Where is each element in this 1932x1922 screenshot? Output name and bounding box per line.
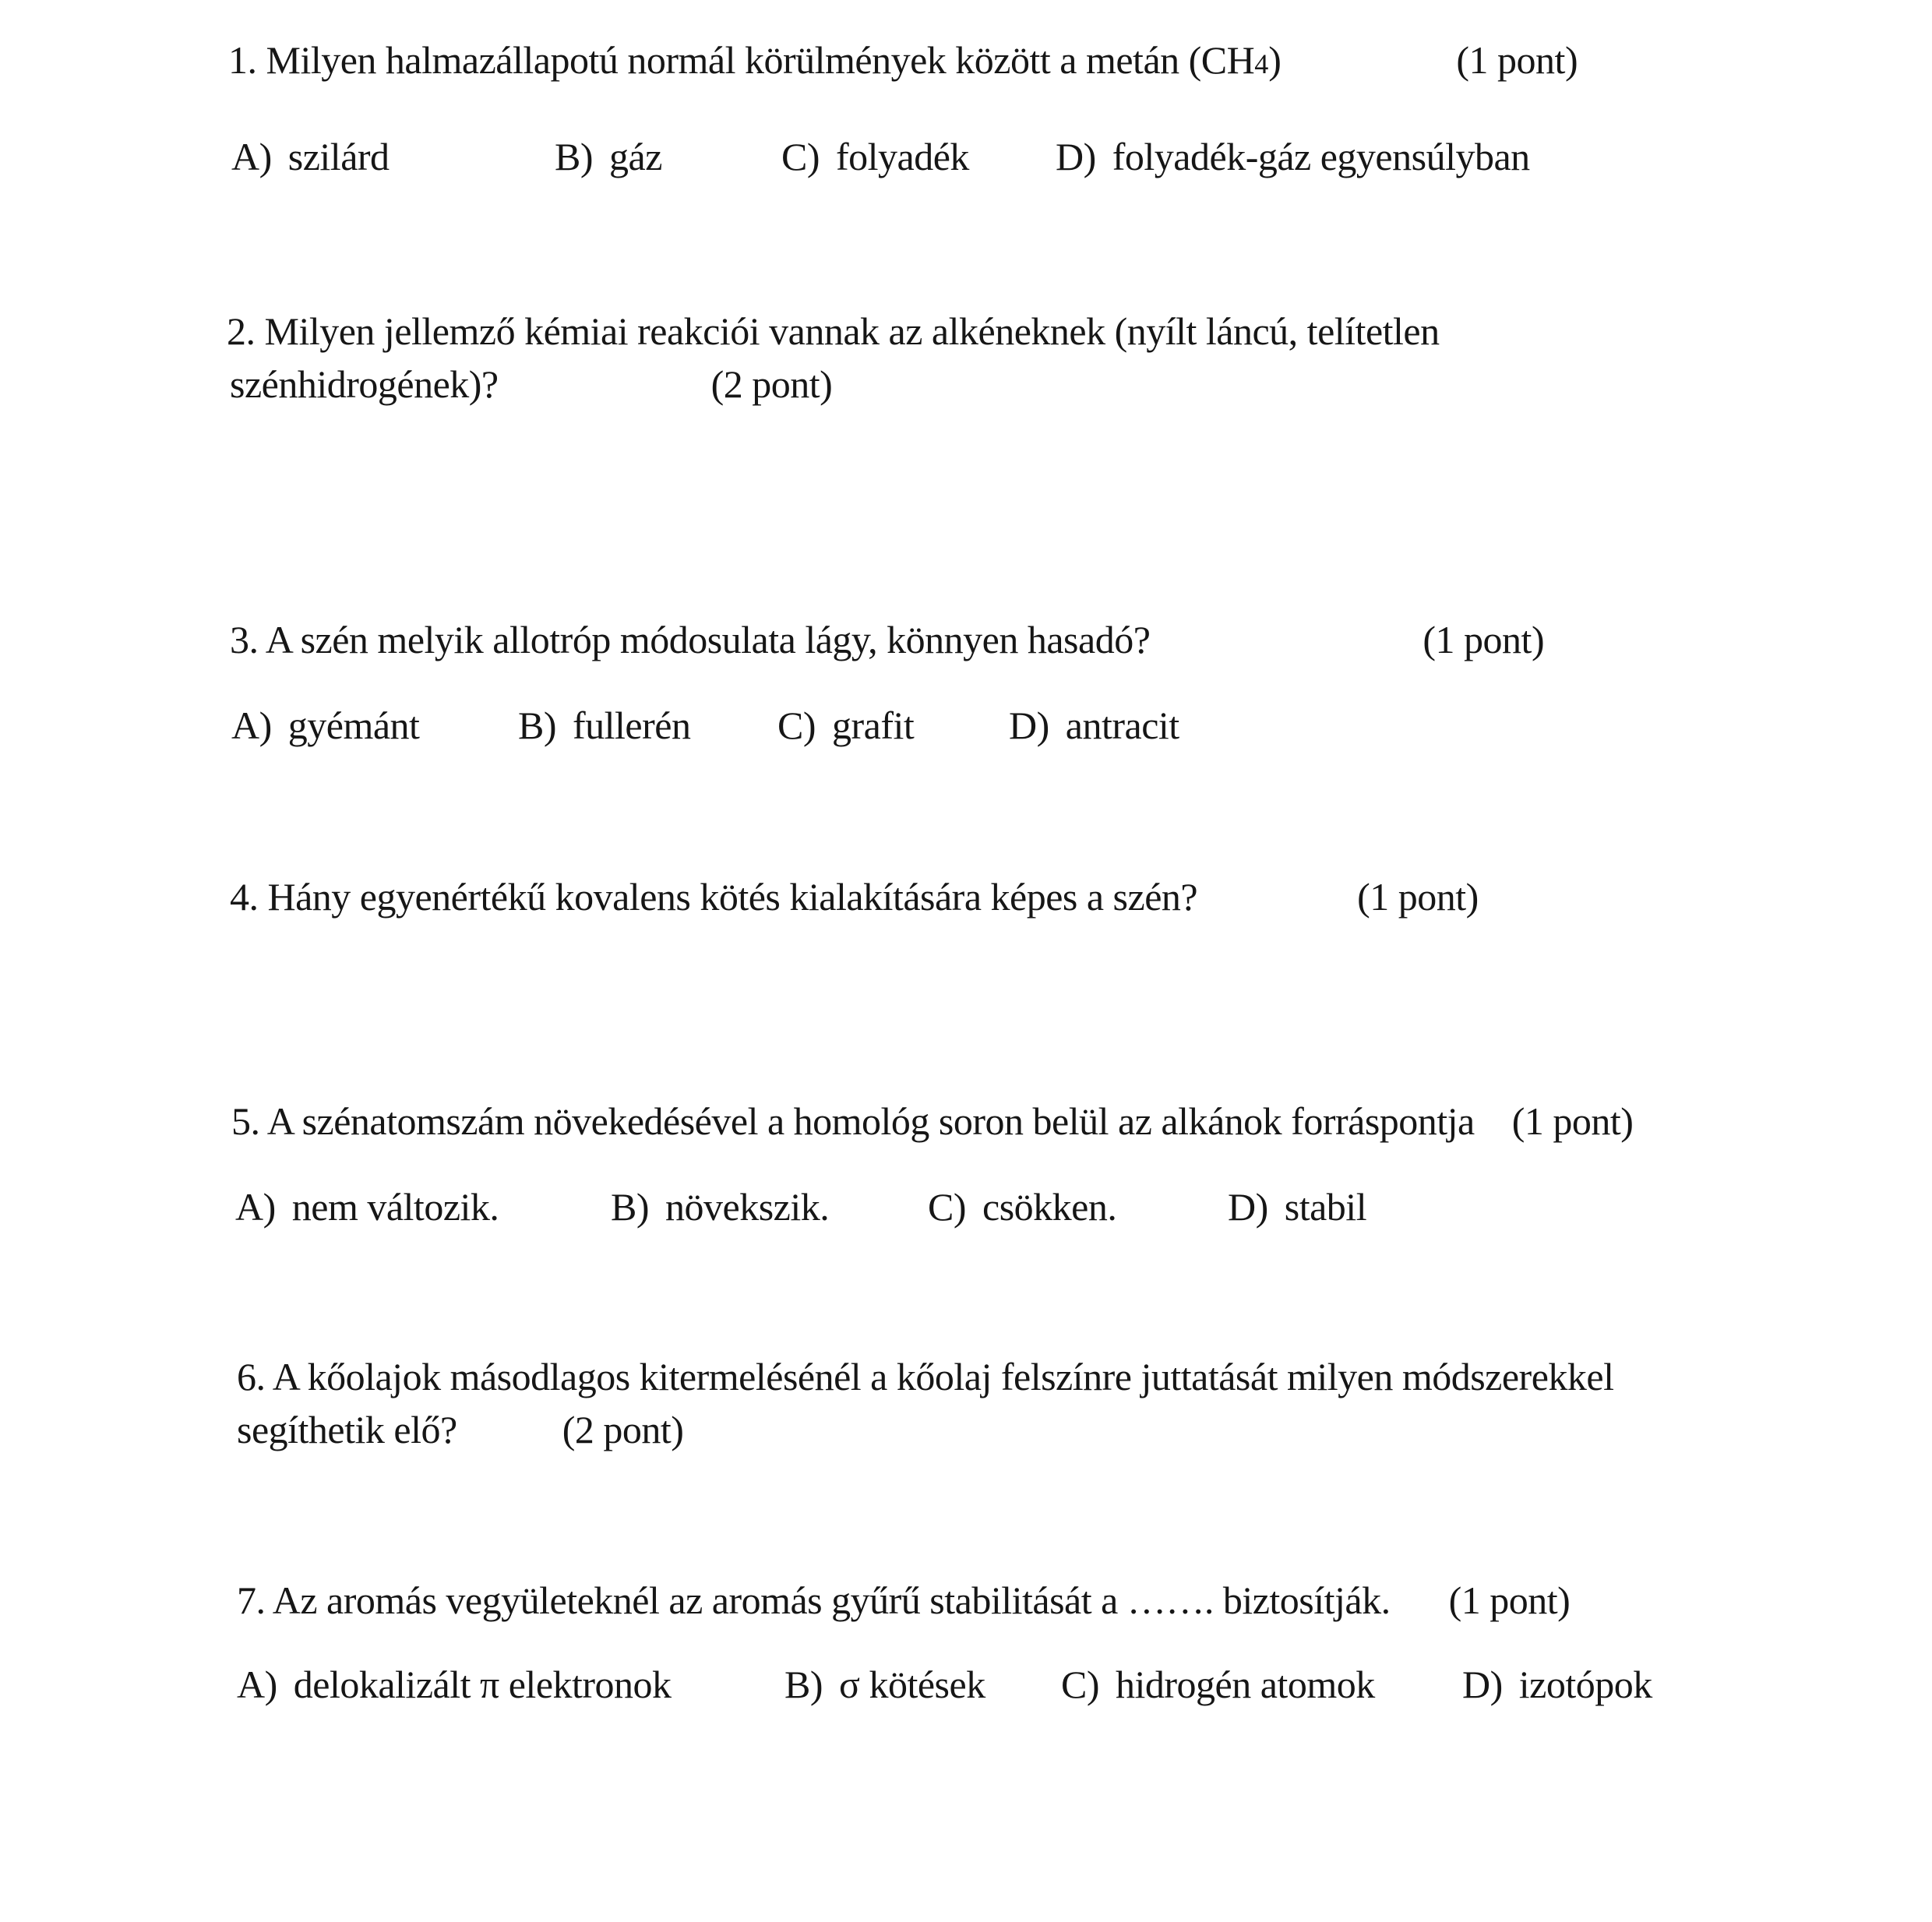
question-3-points: (1 pont) (1423, 618, 1545, 661)
option-3b (518, 703, 690, 748)
option-1a-text: szilárd (287, 135, 390, 178)
option-1d-letter: D) (1056, 135, 1096, 178)
option-3c (777, 703, 914, 748)
question-6-body-line1: 6. A kőolajok másodlagos kitermelésénél a kőolaj felszínre juttatását milyen módszerekkel (237, 1355, 1614, 1398)
question-3-options-row (0, 703, 1932, 759)
question-5-body: 5. A szénatomszám növekedésével a homológ soron belül az alkánok forráspontja (231, 1099, 1475, 1143)
question-7-text (237, 1578, 1570, 1623)
option-7c (1061, 1662, 1375, 1707)
option-1a-letter: A) (231, 135, 272, 178)
spacer (1197, 909, 1357, 910)
option-5b (611, 1184, 829, 1229)
question-3-text (230, 617, 1544, 662)
option-7c-letter: C) (1061, 1663, 1099, 1706)
spacer (1150, 652, 1423, 653)
question-6-text-line2 (237, 1407, 683, 1452)
option-7a-letter: A) (237, 1663, 277, 1706)
question-7-options-row (0, 1662, 1932, 1718)
option-1c-letter: C) (781, 135, 820, 178)
option-5a (235, 1184, 499, 1229)
question-5-text (231, 1099, 1633, 1144)
option-5d (1228, 1184, 1366, 1229)
question-7-body: 7. Az aromás vegyületeknél az aromás gyűrű stabilitását a ……. biztosítják. (237, 1578, 1391, 1622)
question-2-body-line2: szénhidrogének)? (230, 362, 499, 406)
option-5d-letter: D) (1228, 1185, 1268, 1229)
question-4-points: (1 pont) (1357, 875, 1479, 919)
option-5c-letter: C) (928, 1185, 966, 1229)
option-5a-letter: A) (235, 1185, 276, 1229)
question-3-body: 3. A szén melyik allotróp módosulata lágy, könnyen hasadó? (230, 618, 1151, 661)
option-7d-letter: D) (1462, 1663, 1503, 1706)
option-7b (784, 1662, 985, 1707)
option-3a (231, 703, 419, 748)
option-3c-letter: C) (777, 704, 816, 747)
option-5a-text: nem változik. (291, 1185, 499, 1229)
option-3a-text: gyémánt (287, 704, 420, 747)
option-1a (231, 134, 390, 179)
question-2-text-line1 (227, 309, 1440, 354)
option-3b-text: fullerén (573, 704, 691, 747)
question-1-points: (1 pont) (1456, 38, 1578, 82)
option-7d (1462, 1662, 1652, 1707)
option-7b-text: σ kötések (839, 1663, 985, 1706)
option-1d (1056, 134, 1530, 179)
option-7a (237, 1662, 672, 1707)
option-7a-text: delokalizált π elektronok (293, 1663, 672, 1706)
question-6-points: (2 pont) (562, 1408, 684, 1451)
question-1-body: 1. Milyen halmazállapotú normál körülmények között a metán (CH (228, 38, 1255, 82)
option-3a-letter: A) (231, 704, 272, 747)
question-1-options-row (0, 134, 1932, 190)
option-5b-text: növekszik. (665, 1185, 830, 1229)
option-1b-letter: B) (555, 135, 593, 178)
question-1-body-end: ) (1268, 38, 1282, 82)
question-6-text-line1 (237, 1354, 1614, 1399)
option-3c-text: grafit (832, 704, 915, 747)
option-1b (555, 134, 662, 179)
option-1c (781, 134, 969, 179)
question-4-text (230, 874, 1479, 919)
formula-subscript: 4 (1254, 48, 1269, 79)
option-1d-text: folyadék-gáz egyensúlyban (1112, 135, 1530, 178)
option-7d-text: izotópok (1518, 1663, 1652, 1706)
spacer (457, 1442, 562, 1443)
question-2-body-line1: 2. Milyen jellemző kémiai reakciói vannak az alkéneknek (nyílt láncú, telítetlen (227, 309, 1440, 353)
option-5d-text: stabil (1284, 1185, 1367, 1229)
option-3b-letter: B) (518, 704, 556, 747)
option-5c-text: csökken. (982, 1185, 1117, 1229)
option-5c (928, 1184, 1116, 1229)
spacer (1281, 72, 1456, 73)
question-2-text-line2 (230, 361, 832, 407)
question-4-body: 4. Hány egyenértékű kovalens kötés kialakítására képes a szén? (230, 875, 1198, 919)
option-7b-letter: B) (784, 1663, 823, 1706)
option-1b-text: gáz (609, 135, 662, 178)
question-6-body-line2: segíthetik elő? (237, 1408, 457, 1451)
option-3d-text: antracit (1065, 704, 1179, 747)
question-5-points: (1 pont) (1511, 1099, 1634, 1143)
question-2-points: (2 pont) (710, 362, 833, 406)
question-5-options-row (0, 1184, 1932, 1240)
option-7c-text: hidrogén atomok (1116, 1663, 1375, 1706)
option-1c-text: folyadék (836, 135, 969, 178)
option-5b-letter: B) (611, 1185, 649, 1229)
option-3d (1009, 703, 1179, 748)
question-7-points: (1 pont) (1448, 1578, 1571, 1622)
question-1-text (228, 37, 1578, 83)
option-3d-letter: D) (1009, 704, 1049, 747)
